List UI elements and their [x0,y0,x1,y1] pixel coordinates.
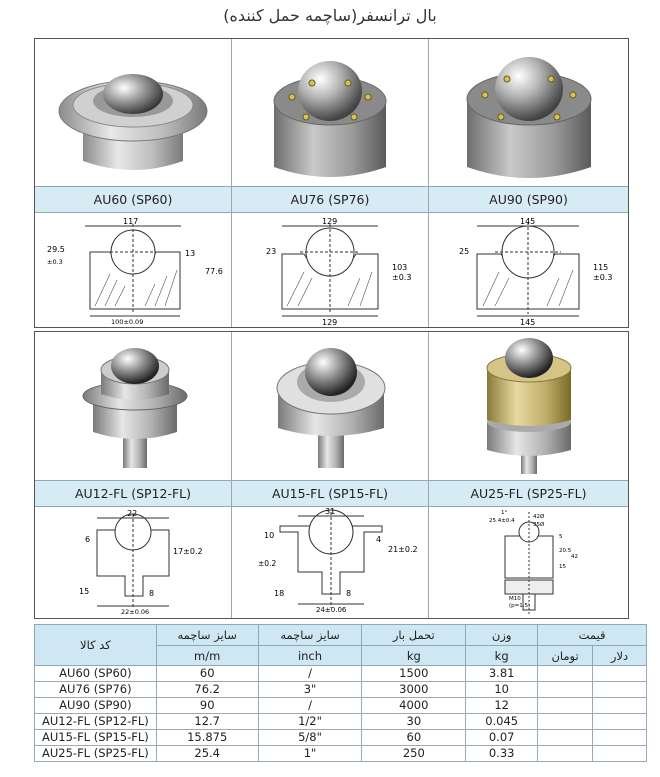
product-photo-au76 [232,39,428,186]
product-card-au15fl [232,332,429,618]
dim-left-b: ±0.2 [258,559,277,568]
dimension-drawing-au90 [429,214,628,327]
cell-code: AU25-FL (SP25-FL) [35,746,157,762]
table-row [35,682,647,698]
header-load: تحمل بار [362,625,466,646]
dim-left-a: 10 [264,531,275,540]
cell-weight: 12 [466,698,538,714]
dim-mid-a: 4 [376,535,382,544]
table-row [35,714,647,730]
dim-c: 42Ø [533,514,545,520]
dim-g: 20.5 [559,548,572,554]
cell-inch: 1" [258,746,362,762]
cell-mm: 90 [156,698,258,714]
dim-d: 35Ø [533,522,545,528]
cell-mm: 25.4 [156,746,258,762]
cell-price-toman [538,698,593,714]
table-row [35,698,647,714]
dim-top: 22 [127,509,138,518]
dim-left-a: 6 [85,535,91,544]
product-caption: AU12-FL (SP12-FL) [35,480,231,507]
cell-load: 30 [362,714,466,730]
cell-price-dollar [593,682,647,698]
dim-mid: 8 [149,589,155,598]
header-price-toman: تومان [538,646,593,666]
table-row [35,746,647,762]
cell-load: 4000 [362,698,466,714]
table-row [35,730,647,746]
dim-left-b: ±0.3 [47,258,63,266]
cell-load: 250 [362,746,466,762]
cell-price-toman [538,666,593,682]
dim-e: M10 [509,596,521,602]
cell-load: 1500 [362,666,466,682]
cell-inch: 1/2" [258,714,362,730]
header-ball-size-inch: سایز ساچمه [258,625,362,646]
cell-mm: 15.875 [156,730,258,746]
dim-right-a: 115 [593,263,609,272]
dim-right: 21±0.2 [388,545,418,554]
cell-mm: 60 [156,666,258,682]
dim-right-b: ±0.3 [392,273,412,282]
product-card-au90 [429,39,628,327]
dim-left-b: 15 [79,587,90,596]
dim-bottom: 100±0.09 [111,318,144,326]
cell-inch: 5/8" [258,730,362,746]
dim-right: 17±0.2 [173,547,203,556]
cell-load: 60 [362,730,466,746]
cell-weight: 3.81 [466,666,538,682]
product-caption: AU76 (SP76) [232,186,428,213]
cell-code: AU15-FL (SP15-FL) [35,730,157,746]
cell-price-dollar [593,714,647,730]
dim-right: 77.6 [205,267,223,276]
dimension-drawing-au12fl [35,508,231,618]
cell-inch: / [258,698,362,714]
product-photo-au60 [35,39,231,186]
cell-price-toman [538,746,593,762]
cell-weight: 0.045 [466,714,538,730]
page-title: بال ترانسفر(ساچمه حمل کننده) [223,6,437,25]
product-photo-au90 [429,39,628,186]
product-photo-au15fl [232,332,428,480]
product-caption: AU90 (SP90) [429,186,628,213]
product-caption: AU25-FL (SP25-FL) [429,480,628,507]
dim-j: 42 [571,554,578,560]
table-row [35,666,647,682]
cell-weight: 0.07 [466,730,538,746]
dimension-drawing-au25fl [429,508,628,618]
dim-mid: 13 [185,249,196,258]
dim-right-b: ±0.3 [593,273,613,282]
header-price: قیمت [538,625,647,646]
product-card-au25fl [429,332,628,618]
cell-weight: 0.33 [466,746,538,762]
cell-price-toman [538,730,593,746]
dim-left-a: 25 [459,247,470,256]
product-caption: AU60 (SP60) [35,186,231,213]
dim-right-a: 103 [392,263,408,272]
spec-table [34,624,647,762]
cell-price-toman [538,714,593,730]
dim-left-a: 29.5 [47,245,65,254]
header-unit-load: kg [362,646,466,666]
dim-top: 117 [123,217,139,226]
dim-bottom: 22±0.06 [121,608,150,616]
header-unit-mm: m/m [156,646,258,666]
header-code: کد کالا [35,625,157,666]
product-panel-large [34,38,629,328]
product-card-au12fl [35,332,232,618]
dim-bottom: 145 [520,318,536,327]
cell-code: AU60 (SP60) [35,666,157,682]
cell-mm: 76.2 [156,682,258,698]
dimension-drawing-au60 [35,214,231,327]
dim-bottom: 129 [322,318,338,327]
dim-f: (p=1.5) [509,603,531,609]
dim-b: 25.4±0.4 [489,518,515,524]
dimension-drawing-au15fl [232,508,428,618]
dim-i: 15 [559,564,566,570]
product-photo-au12fl [35,332,231,480]
product-card-au60 [35,39,232,327]
product-photo-au25fl [429,332,628,480]
product-panel-flanged [34,331,629,619]
dim-top: 31 [325,508,336,516]
cell-price-dollar [593,730,647,746]
dim-top: 145 [520,217,536,226]
cell-code: AU12-FL (SP12-FL) [35,714,157,730]
cell-code: AU90 (SP90) [35,698,157,714]
product-caption: AU15-FL (SP15-FL) [232,480,428,507]
cell-load: 3000 [362,682,466,698]
cell-mm: 12.7 [156,714,258,730]
cell-price-dollar [593,666,647,682]
dim-bottom: 24±0.06 [316,606,347,614]
dim-left-c: 18 [274,589,285,598]
cell-weight: 10 [466,682,538,698]
dim-left-a: 23 [266,247,277,256]
dim-mid: 8 [346,589,352,598]
header-weight: وزن [466,625,538,646]
header-unit-weight: kg [466,646,538,666]
dim-a: 1° [501,510,508,516]
cell-price-dollar [593,698,647,714]
header-unit-inch: inch [258,646,362,666]
cell-code: AU76 (SP76) [35,682,157,698]
cell-inch: / [258,666,362,682]
cell-price-toman [538,682,593,698]
header-ball-size-mm: سایز ساچمه [156,625,258,646]
header-price-dollar: دلار [593,646,647,666]
dim-h: 5 [559,534,563,540]
cell-price-dollar [593,746,647,762]
dim-top: 129 [322,217,338,226]
dimension-drawing-au76 [232,214,428,327]
cell-inch: 3" [258,682,362,698]
product-card-au76 [232,39,429,327]
